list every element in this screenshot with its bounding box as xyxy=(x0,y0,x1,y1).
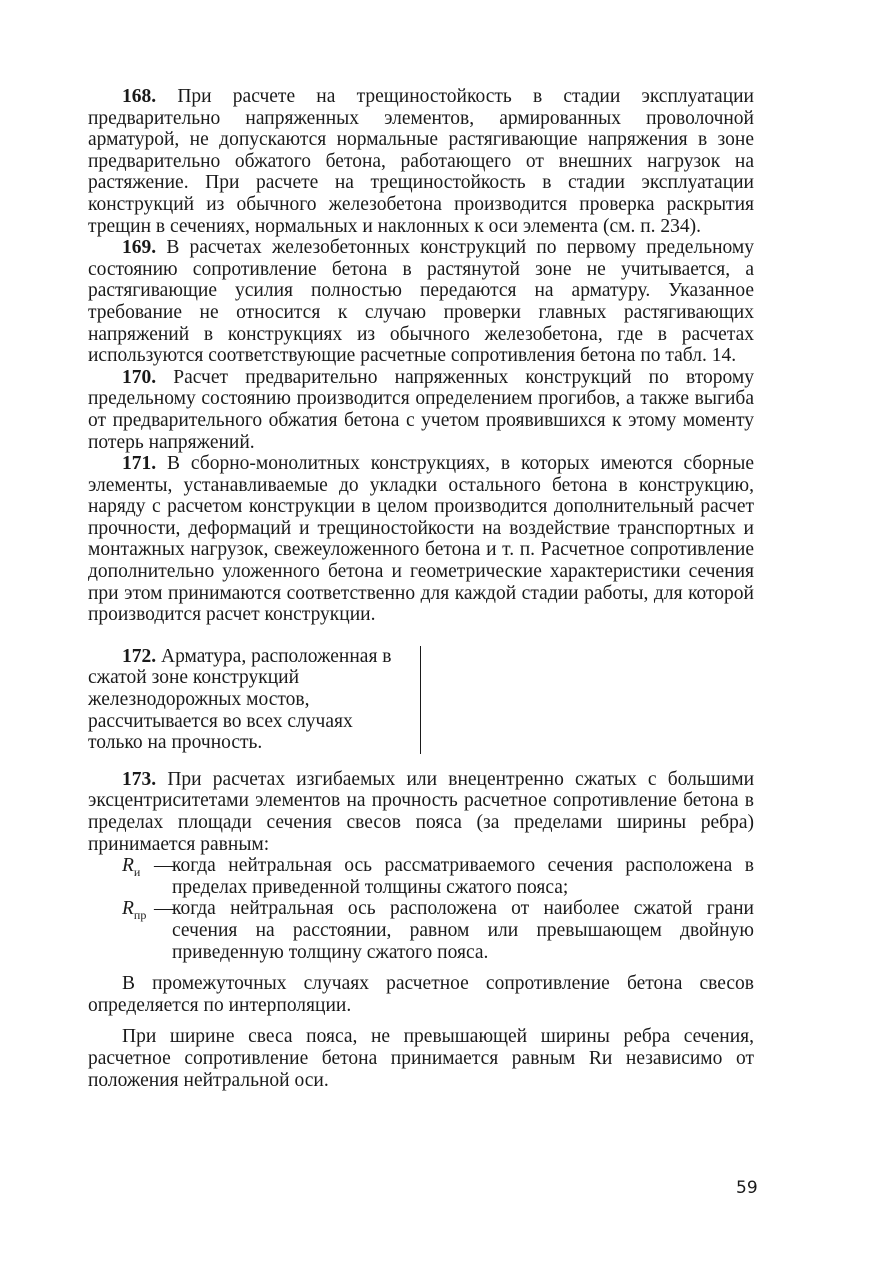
paragraph-169 xyxy=(88,237,754,367)
paragraph-text: При расчетах изгибаемых или внецентренно сжатых с большими эксцентриситетами элементов на прочность расчетное сопротивление бетона в пределах площади сечения свесов пояса (за пределами ширины ребра) принимается равным: xyxy=(88,768,755,855)
definition-rn xyxy=(88,855,754,898)
paragraph-text: Расчет предварительно напряженных конструкций по второму предельному состоянию производится определением прогибов, а также выгиба от предварительного обжатия бетона с учетом проявившихся к этому моменту потерь напряжений. xyxy=(88,366,754,453)
definition-text: когда нейтральная ось рассматриваемого сечения расположена в пределах приведенной толщины сжатого пояса; xyxy=(172,855,754,898)
definition-dash: — xyxy=(154,855,174,877)
paragraph-text: В расчетах железобетонных конструкций по первому предельному состоянию сопротивление бетона в растянутой зоне не учитывается, а растягивающие усилия полностью передаются на арматуру. Указанное требование не относится к случаю проверки главных растягивающих напряжений в конструкциях из обычного железобетона, где в расчетах используются соответствующие расчетные сопротивления бетона по табл. 14. xyxy=(88,237,754,367)
definition-symbol: $R_и$ xyxy=(122,855,141,880)
paragraph-text: При расчете на трещиностойкость в стадии эксплуатации предварительно напряженных элементов, армированных проволочной арматурой, не допускаются нормальные растягивающие напряжения в зоне предварительно обжатого бетона, работающего от внешних нагрузок на растяжение. При расчете на трещиностойкость в стадии эксплуатации конструкций из обычного железобетона производится проверка раскрытия трещин в сечениях, нормальных и наклонных к оси элемента (см. п. 234). xyxy=(88,86,754,237)
paragraph-number: 168. xyxy=(122,86,157,107)
paragraph-168 xyxy=(88,86,754,237)
paragraph-number: 170. xyxy=(122,366,157,388)
paragraph-170 xyxy=(88,367,754,453)
paragraph-171 xyxy=(88,453,754,626)
paragraph-number: 171. xyxy=(122,453,157,475)
paragraph-text: В сборно-монолитных конструкциях, в которых имеются сборные элементы, устанавливаемые до укладки остального бетона в конструкцию, наряду с расчетом конструкции в целом производится дополнительный расчет прочности, деформаций и трещиностойкости на воздействие транспортных и монтажных нагрузок, свежеуложенного бетона и т. п. Расчетное сопротивление дополнительно уложенного бетона и геометрические характеристики сечения при этом принимаются соответственно для каждой стадии работы, для которой производится расчет конструкции. xyxy=(88,453,754,626)
page-body xyxy=(88,86,754,1091)
paragraph-interpolation: В промежуточных случаях расчетное сопротивление бетона свесов определяется по интерполяции. xyxy=(88,973,754,1016)
paragraph-number: 169. xyxy=(122,237,157,259)
paragraph-flange-width: При ширине свеса пояса, не превышающей ширины ребра сечения, расчетное сопротивление бетона принимается равным Rи независимо от положения нейтральной оси. xyxy=(88,1026,754,1091)
definition-symbol: $R_{пр}$ xyxy=(122,898,147,923)
paragraph-number: 173. xyxy=(122,768,157,790)
page-number: 59 xyxy=(736,1178,758,1198)
definition-dash: — xyxy=(154,898,174,920)
definition-text: когда нейтральная ось расположена от наиболее сжатой грани сечения на расстоянии, равном или превышающем двойную приведенную толщину сжатого пояса. xyxy=(172,898,754,963)
paragraph-number: 172. xyxy=(122,645,157,667)
paragraph-173 xyxy=(88,769,754,855)
definition-rpr xyxy=(88,898,754,963)
paragraph-text: Арматура, расположенная в сжатой зоне конструкций железнодорожных мостов, рассчитывается во всех случаях только на прочность. xyxy=(88,645,392,754)
paragraph-172-sidebar xyxy=(88,646,421,754)
